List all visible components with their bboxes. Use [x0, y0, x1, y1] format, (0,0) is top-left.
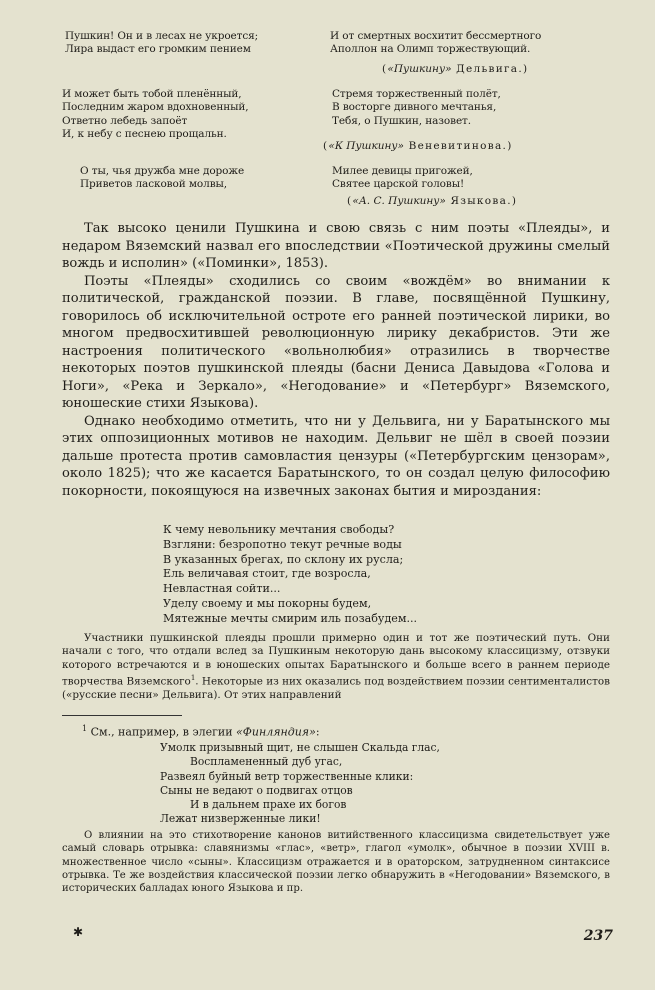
verse-line: Умолк призывный щит, не слышен Скальда глас,	[160, 741, 440, 754]
verse-line: Взгляни: безропотно текут речные воды	[163, 537, 402, 551]
verse-line: В указанных брегах, по склону их русла;	[163, 552, 404, 566]
verse-line: О ты, чья дружба мне дороже	[80, 165, 245, 177]
verse-line: Ель величавая стоит, где возросла,	[163, 567, 371, 581]
verse-line: И в дальнем прахе их богов	[190, 798, 347, 812]
footnote: $^1$ См., например, в элегии «Финляндия»:	[82, 724, 320, 739]
footnote-intro: См., например, в элегии	[90, 725, 233, 739]
poet-name: Веневитинова.	[408, 140, 508, 152]
footnote-divider	[62, 715, 182, 716]
verse-line: Стремя торжественный полёт,	[332, 88, 501, 100]
verse-line: Воспламененный дуб угас,	[190, 755, 343, 769]
verse-line: Сыны не ведают о подвигах отцов	[160, 783, 353, 797]
verse-2	[330, 30, 541, 57]
verse-line: В восторге дивного мечтанья,	[332, 101, 497, 114]
verse-line: И от смертных восхитит бессмертного	[330, 30, 542, 42]
verse-4	[332, 88, 501, 128]
verse-line: Развеял буйный ветр торжественные клики:	[160, 769, 414, 783]
small-paragraph	[62, 632, 610, 703]
verse-6	[332, 165, 473, 192]
verse-line: Приветов ласковой молвы,	[80, 178, 228, 191]
verse-line: Милее девицы пригожей,	[332, 165, 473, 177]
verse-line: Тебя, о Пушкин, назовет.	[332, 114, 472, 127]
paragraph: Однако необходимо отметить, что ни у Дельвига, ни у Баратынского мы этих оппозиционных мотивов не находим. Дельвиг не шёл в своей поэзии дальше протеста против самовластия цензуры («Петербургским цензорам», около 1825); что же касается Баратынского, то он создал целую философию покорности, покоящуюся на извечных законах бытия и мироздания:	[62, 413, 610, 499]
attribution-3: («А. С. Пушкину» Языкова.)	[347, 195, 518, 207]
footnote-ref: 1	[190, 674, 196, 683]
verse-line: Лежат низверженные лики!	[160, 812, 321, 826]
verse-line: Святее царской головы!	[332, 178, 465, 191]
verse-line: Ответно лебедь запоёт	[62, 114, 188, 127]
poet-name: Языкова.	[450, 195, 512, 207]
paragraph: Поэты «Плеяды» сходились со своим «вождём» во внимании к политической, гражданской поэзии. В главе, посвящённой Пушкину, говорилось об исключительной остроте его ранней поэтической лирики, во многом предвосхитившей революционную лирику декабристов. Эти же настроения политического «вольнолюбия» отразились в творчестве некоторых поэтов пушкинской плеяды (басни Дениса Давыдова «Голова и Ноги», «Река и Зеркало», «Негодование» и «Петербург» Вяземского, юношеские стихи Языкова).	[62, 273, 610, 411]
footnote-marker: 1	[82, 724, 88, 733]
footnote-verse	[160, 741, 440, 827]
verse-line: Мятежные мечты смирим иль позабудем...	[163, 611, 418, 625]
verse-line: И может быть тобой пленённый,	[62, 88, 242, 100]
verse-line: К чему невольнику мечтания свободы?	[163, 523, 395, 536]
poem-title: «А. С. Пушкину»	[352, 195, 446, 207]
verse-line: Аполлон на Олимп торжествующий.	[330, 43, 531, 56]
attribution-2: («К Пушкину» Веневитинова.)	[323, 140, 513, 152]
quoted-verse	[163, 523, 417, 627]
verse-line: Уделу своему и мы покорны будем,	[163, 596, 372, 610]
footnote-note-text: О влиянии на это стихотворение канонов витийственного классицизма свидетельствует уже самый словарь отрывка: славянизмы «глас», «ветр», глагол «умолк», обычное в поэзии XVIII в. множественное число «сыны». Классицизм отражается и в ораторском, затрудненном синтаксисе отрывка. Те же воздействия классической поэзии легко обнаружить в «Негодовании» Вяземского, в исторических балладах юного Языкова и пр.	[62, 830, 610, 895]
verse-line: Последним жаром вдохновенный,	[62, 101, 249, 114]
small-text: Участники пушкинской плеяды прошли примерно один и тот же поэтический путь. Они начали с того, что отдали вслед за Пушкиным некоторую дань высокому классицизму, отзвуки которого встречаются и в юношеских опытах Баратынского и больше всего в раннем периоде творчества Вяземского	[62, 632, 610, 688]
attribution-1: («Пушкину» Дельвига.)	[382, 63, 529, 75]
verse-line: Невластная сойти...	[163, 582, 281, 596]
poem-title: «Пушкину»	[387, 63, 452, 75]
verse-1	[65, 30, 258, 57]
paragraph: Так высоко ценили Пушкина и свою связь с ним поэты «Плеяды», и недаром Вяземский назвал его впоследствии «Поэтической дружины смелый вождь и исполин» («Поминки», 1853).	[62, 221, 610, 271]
printer-mark: ✱	[73, 925, 84, 939]
poem-title: «К Пушкину»	[328, 140, 404, 152]
footnote-note	[62, 829, 610, 895]
verse-line: Пушкин! Он и в лесах не укроется;	[65, 30, 259, 42]
verse-line: Лира выдаст его громким пением	[65, 43, 251, 56]
footnote-title: «Финляндия»	[236, 725, 316, 739]
small-text-cont: . Некоторые из них оказались под воздействием поэзии сентименталистов («русские песни» Дельвига). От этих направлений	[62, 675, 610, 702]
verse-3	[62, 88, 249, 142]
main-text	[62, 220, 610, 500]
verse-5	[80, 165, 244, 192]
page-number: 237	[583, 928, 613, 944]
poet-name: Дельвига.	[456, 63, 523, 75]
verse-line: И, к небу с песнею прощальн.	[62, 128, 227, 141]
